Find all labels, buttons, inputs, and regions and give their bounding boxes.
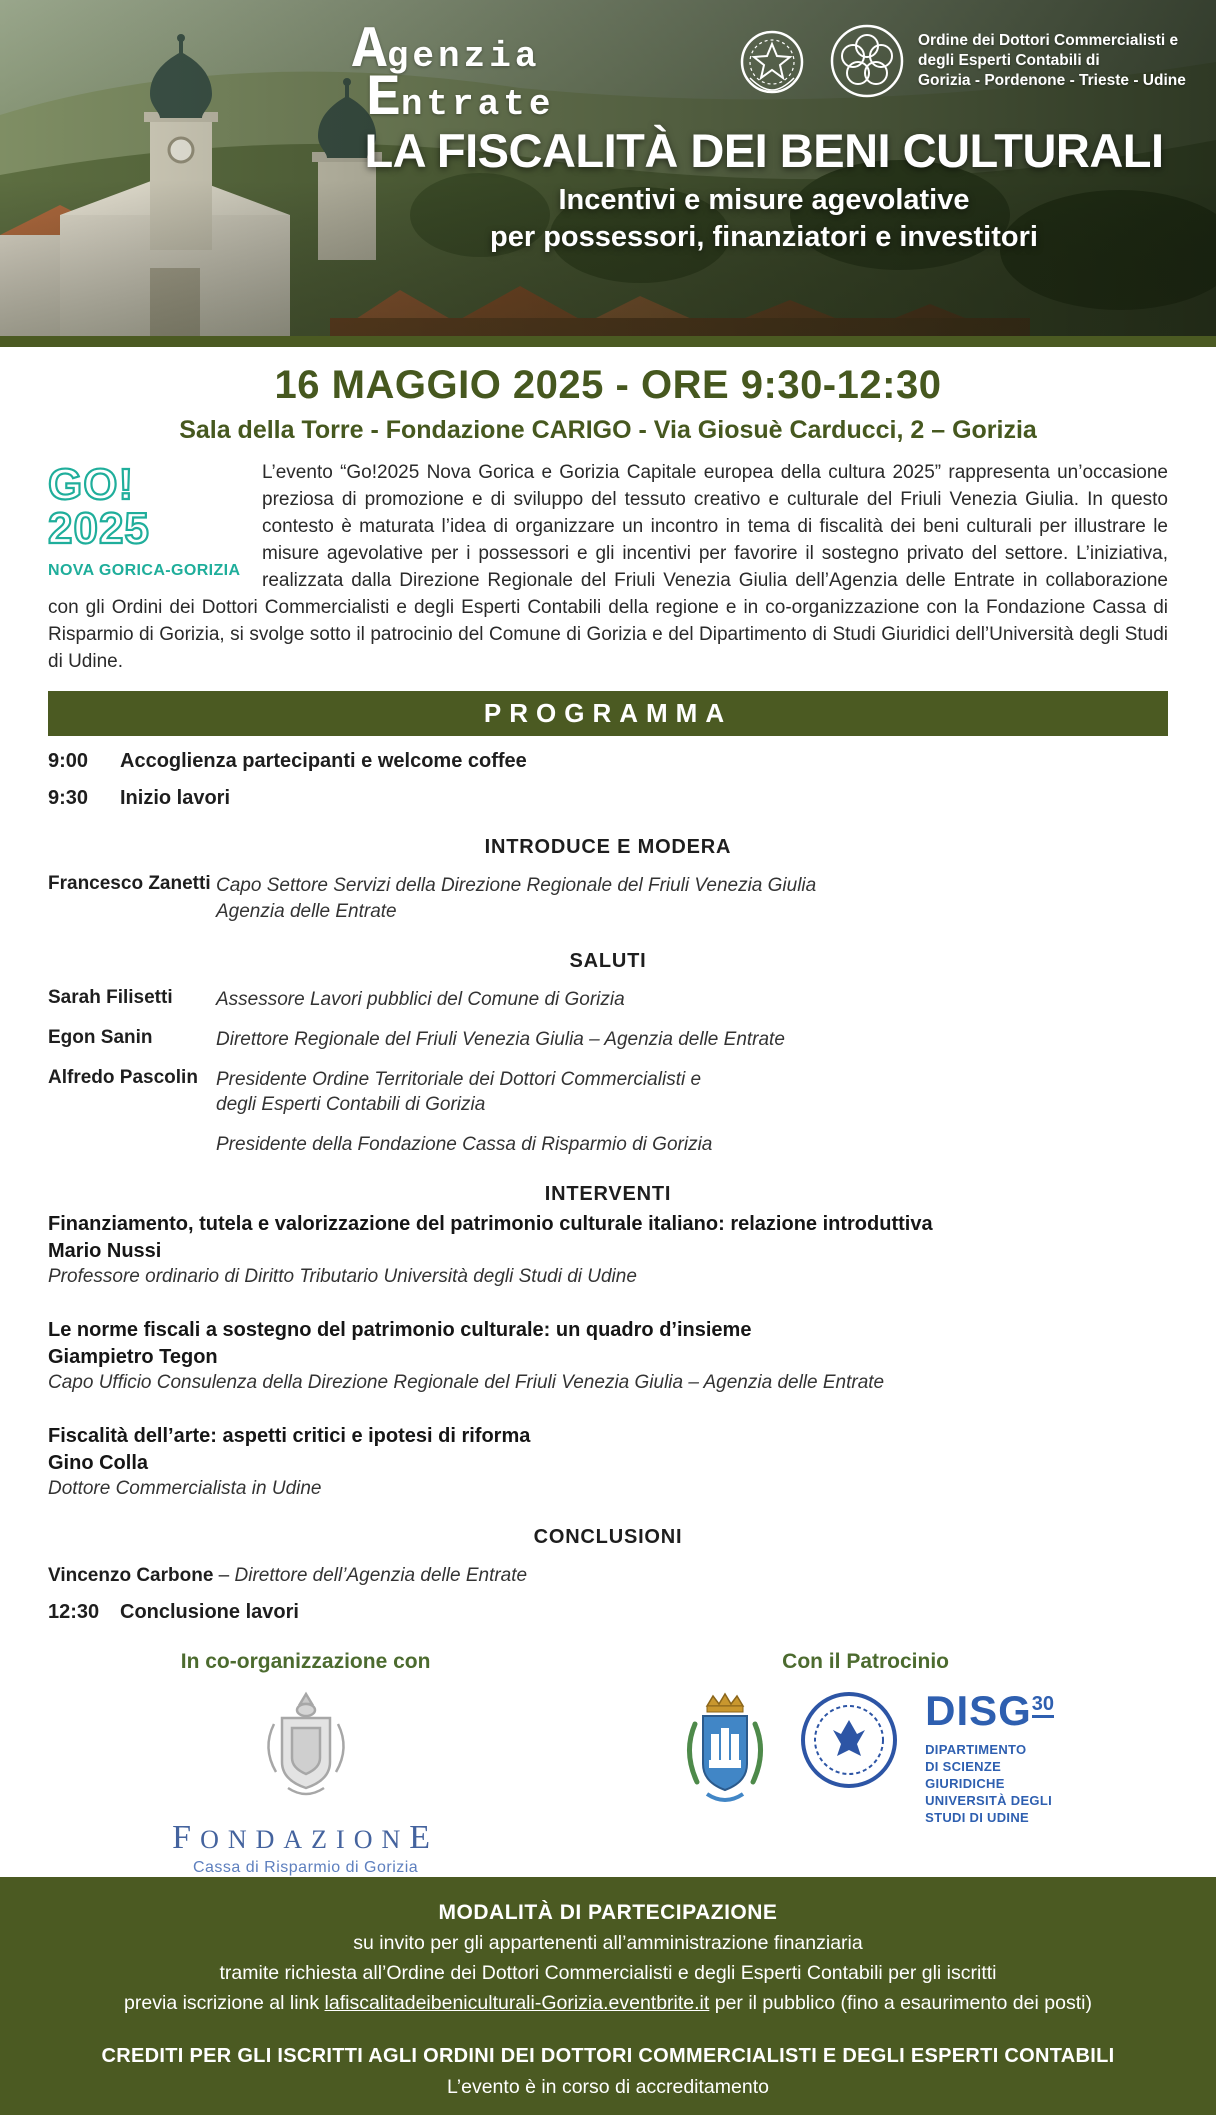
talk-role: Dottore Commercialista in Udine bbox=[48, 1478, 322, 1500]
schedule-time: 12:30 bbox=[48, 1601, 100, 1624]
disg-logo bbox=[925, 1687, 1055, 1826]
odcec-text-line: Ordine dei Dottori Commercialisti e bbox=[918, 31, 1179, 49]
odcec-knot-icon bbox=[828, 22, 906, 100]
programma-bar: PROGRAMMA bbox=[48, 691, 1168, 736]
conclusion-speaker: Vincenzo Carbone bbox=[48, 1565, 214, 1587]
coorg-heading: In co-organizzazione con bbox=[180, 1650, 431, 1674]
schedule-row bbox=[48, 750, 1168, 773]
disg-department-lines: DIPARTIMENTO DI SCIENZE GIURIDICHE UNIVERSITÀ DEGLI STUDI DI UDINE bbox=[925, 1742, 1052, 1826]
event-subtitle bbox=[340, 183, 1188, 255]
talk bbox=[48, 1424, 1168, 1500]
odcec-text-line: Gorizia - Pordenone - Trieste - Udine bbox=[918, 72, 1186, 90]
schedule-row bbox=[48, 787, 1168, 810]
talk-speaker: Mario Nussi bbox=[48, 1240, 162, 1263]
header-logos bbox=[0, 0, 1216, 132]
speaker-name: Egon Sanin bbox=[48, 1026, 153, 1048]
talk-title: Fiscalità dell’arte: aspetti critici e ipotesi di riforma bbox=[48, 1425, 531, 1448]
footer-line-3: previa iscrizione al link lafiscalitadeibeniculturali-Gorizia.eventbrite.it per il pubblico (fino a esaurimento dei posti) bbox=[124, 1992, 1092, 2015]
fondazione-wordmark: FONDAZIONE bbox=[172, 1819, 440, 1857]
udine-university-seal-icon bbox=[799, 1690, 899, 1790]
speaker-row bbox=[48, 1027, 1168, 1053]
event-location: Sala della Torre - Fondazione CARIGO - Via Giosuè Carducci, 2 – Gorizia bbox=[179, 416, 1037, 444]
agenzia-entrate-logo bbox=[352, 19, 555, 132]
italian-republic-emblem-icon bbox=[736, 26, 808, 103]
section-heading-moderation: INTRODUCE E MODERA bbox=[484, 836, 732, 858]
intro-block bbox=[48, 459, 1168, 675]
speaker-role: Presidente Ordine Territoriale dei Dottori Commercialisti e degli Esperti Contabili di Gorizia bbox=[216, 1068, 702, 1116]
patrocinio-heading: Con il Patrocinio bbox=[782, 1650, 949, 1674]
partners-section bbox=[48, 1650, 1168, 1877]
speaker-row bbox=[48, 1132, 1168, 1158]
event-subtitle-line-1: Incentivi e misure agevolative bbox=[558, 184, 970, 217]
speaker-role: Direttore Regionale del Friuli Venezia Giulia – Agenzia delle Entrate bbox=[216, 1028, 785, 1050]
speaker-row bbox=[48, 1067, 1168, 1118]
disg-30-badge: 30 bbox=[1032, 1693, 1054, 1718]
conclusion-role: Direttore dell’Agenzia delle Entrate bbox=[234, 1565, 528, 1587]
schedule-label: Inizio lavori bbox=[120, 787, 231, 809]
schedule-row bbox=[48, 1601, 1168, 1624]
speaker-role: Capo Settore Servizi della Direzione Regionale del Friuli Venezia Giulia Agenzia delle Entrate bbox=[216, 875, 817, 922]
speaker-name: Sarah Filisetti bbox=[48, 987, 173, 1009]
header bbox=[0, 0, 1216, 347]
schedule-time: 9:00 bbox=[48, 750, 89, 772]
footer-heading: MODALITÀ DI PARTECIPAZIONE bbox=[438, 1901, 778, 1925]
go2025-wordmark: GO! 2025 bbox=[48, 460, 150, 553]
footer-credits: CREDITI PER GLI ISCRITTI AGLI ORDINI DEI DOTTORI COMMERCIALISTI E DEGLI ESPERTI CONTABILI bbox=[101, 2045, 1115, 2068]
speaker-role: Presidente della Fondazione Cassa di Risparmio di Gorizia bbox=[216, 1133, 713, 1155]
talk-title: Le norme fiscali a sostegno del patrimonio culturale: un quadro d’insieme bbox=[48, 1319, 752, 1342]
odcec-logo bbox=[828, 22, 1186, 100]
gorizia-crest-icon bbox=[677, 1690, 773, 1812]
speaker-name: Alfredo Pascolin bbox=[48, 1066, 198, 1088]
coorg-column bbox=[48, 1650, 563, 1877]
speaker-name: Francesco Zanetti bbox=[48, 873, 211, 894]
speaker-row bbox=[48, 987, 1168, 1013]
event-date: 16 MAGGIO 2025 - ORE 9:30-12:30 bbox=[274, 363, 942, 407]
patrocinio-logos bbox=[563, 1687, 1168, 1826]
event-subtitle-line-2: per possessori, finanziatori e investitori bbox=[490, 221, 1038, 254]
fondazione-crest-icon bbox=[252, 1688, 360, 1806]
header-titles bbox=[340, 126, 1188, 255]
go2025-logo bbox=[48, 460, 244, 584]
speaker-role: Assessore Lavori pubblici del Comune di Gorizia bbox=[216, 989, 625, 1011]
intro-paragraph: L’evento “Go!2025 Nova Gorica e Gorizia Capitale europea della cultura 2025” rappresenta un’occasione preziosa di promozione e di sviluppo del tessuto creativo e culturale del Friuli Venezia Giulia. In questo contesto è maturata l’idea di organizzare un incontro in tema di fiscalità dei beni culturali per illustrare le misure agevolative per i possessori e gli incentivi per favorire il sostegno privato del settore. L’iniziativa, realizzata dalla Direzione Regionale del Friuli Venezia Giulia dell’Agenzia delle Entrate in collaborazione con gli Ordini dei Dottori Commercialisti e degli Esperti Contabili della regione e in co-organizzazione con la Fondazione Cassa di Risparmio di Gorizia, si svolge sotto il patrocinio del Comune di Gorizia e del Dipartimento di Studi Giuridici dell’Università degli Studi di Udine. bbox=[48, 462, 1168, 672]
go2025-subtitle: NOVA GORICA-GORIZIA bbox=[48, 562, 241, 579]
footer-line-1: su invito per gli appartenenti all’amministrazione finanziaria bbox=[353, 1932, 863, 1955]
main-content bbox=[0, 347, 1216, 1877]
schedule-label: Conclusione lavori bbox=[120, 1601, 299, 1624]
fondazione-logo bbox=[172, 1688, 439, 1877]
event-title: LA FISCALITÀ DEI BENI CULTURALI bbox=[364, 124, 1164, 177]
talk-title: Finanziamento, tutela e valorizzazione del patrimonio culturale italiano: relazione introduttiva bbox=[48, 1213, 933, 1236]
odcec-text-line: degli Esperti Contabili di bbox=[918, 51, 1100, 69]
footer bbox=[0, 1877, 1216, 2115]
fondazione-subtitle: Cassa di Risparmio di Gorizia bbox=[192, 1859, 419, 1877]
section-heading-conclusioni: CONCLUSIONI bbox=[533, 1526, 683, 1549]
talk-speaker: Giampietro Tegon bbox=[48, 1346, 218, 1369]
section-heading-interventi: INTERVENTI bbox=[544, 1183, 672, 1206]
talk-role: Capo Ufficio Consulenza della Direzione Regionale del Friuli Venezia Giulia – Agenzia delle Entrate bbox=[48, 1372, 885, 1394]
disg-wordmark: DISG$^{30}$ bbox=[925, 1687, 1055, 1735]
talk bbox=[48, 1318, 1168, 1394]
odcec-text bbox=[918, 31, 1186, 91]
schedule-time: 9:30 bbox=[48, 787, 89, 809]
schedule-label: Accoglienza partecipanti e welcome coffee bbox=[120, 750, 527, 772]
talk bbox=[48, 1212, 1168, 1288]
talk-role: Professore ordinario di Diritto Tributario Università degli Studi di Udine bbox=[48, 1266, 637, 1288]
talk-speaker: Gino Colla bbox=[48, 1452, 148, 1475]
speaker-row bbox=[48, 873, 1168, 924]
footer-line-2: tramite richiesta all’Ordine dei Dottori Commercialisti e degli Esperti Contabili per gli iscritti bbox=[219, 1962, 997, 1985]
footer-credits-sub: L’evento è in corso di accreditamento bbox=[447, 2076, 769, 2099]
patrocinio-column bbox=[563, 1650, 1168, 1877]
conclusion-row: Vincenzo Carbone – Direttore dell’Agenzia delle Entrate bbox=[48, 1565, 528, 1587]
section-heading-saluti: SALUTI bbox=[569, 950, 647, 973]
eventbrite-link[interactable]: lafiscalitadeibeniculturali-Gorizia.eventbrite.it bbox=[324, 1992, 710, 2015]
agenzia-line-1: Agenzia bbox=[352, 19, 541, 84]
agenzia-line-2: Entrate bbox=[366, 66, 555, 132]
